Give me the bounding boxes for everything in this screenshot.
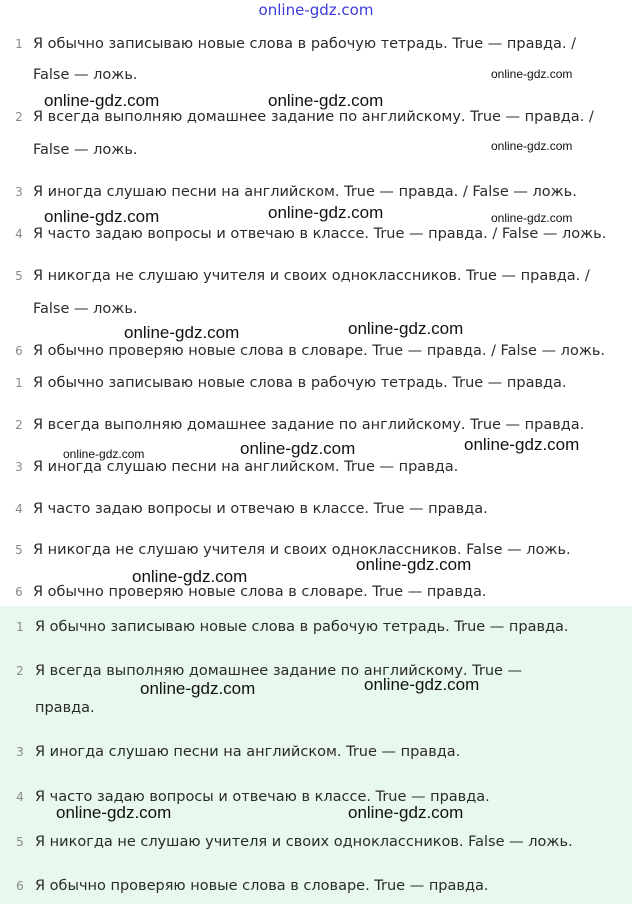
- watermark: online-gdz.com: [491, 139, 573, 153]
- item-number: 3: [15, 460, 23, 474]
- item-number: 1: [16, 620, 24, 634]
- item-text: Я часто задаю вопросы и отвечаю в классе. True — правда. / False — ложь.: [33, 226, 607, 242]
- item-text: Я обычно проверяю новые слова в словаре. True — правда.: [33, 584, 487, 600]
- item-text: Я обычно записываю новые слова в рабочую тетрадь. True — правда.: [33, 375, 567, 391]
- item-number: 1: [15, 37, 23, 51]
- item-text: Я обычно записываю новые слова в рабочую тетрадь. True — правда.: [35, 619, 569, 635]
- item-text: Я никогда не слушаю учителя и своих одноклассников. False — ложь.: [35, 834, 573, 850]
- watermark: online-gdz.com: [348, 803, 464, 822]
- item-number: 3: [16, 745, 24, 759]
- item-number: 5: [16, 835, 24, 849]
- item-number: 2: [15, 418, 23, 432]
- item-text: Я иногда слушаю песни на английском. True — правда.: [33, 459, 459, 475]
- watermark: online-gdz.com: [364, 675, 480, 694]
- list-item: [0, 340, 632, 362]
- item-number: 4: [16, 790, 24, 804]
- item-text: Я обычно проверяю новые слова в словаре. True — правда.: [35, 878, 489, 894]
- watermark: online-gdz.com: [240, 439, 356, 458]
- item-number: 6: [15, 344, 23, 358]
- item-text: Я всегда выполняю домашнее задание по английскому. True — правда.: [33, 417, 585, 433]
- item-number: 2: [16, 664, 24, 678]
- item-number: 5: [15, 269, 23, 283]
- item-text: Я обычно проверяю новые слова в словаре. True — правда. / False — ложь.: [33, 343, 606, 359]
- item-text: Я иногда слушаю песни на английском. True — правда. / False — ложь.: [33, 184, 577, 200]
- list-item: [0, 875, 632, 897]
- item-text: False — ложь.: [33, 142, 138, 158]
- watermark: online-gdz.com: [132, 567, 248, 586]
- item-text: Я никогда не слушаю учителя и своих одноклассников. True — правда. /: [33, 268, 590, 284]
- item-text: правда.: [35, 700, 95, 716]
- watermark: online-gdz.com: [140, 679, 256, 698]
- list-item: [0, 616, 632, 638]
- item-text: Я часто задаю вопросы и отвечаю в классе. True — правда.: [35, 789, 490, 805]
- item-number: 3: [15, 185, 23, 199]
- list-item: [0, 181, 632, 203]
- watermark: online-gdz.com: [268, 91, 384, 110]
- item-number: 1: [15, 376, 23, 390]
- watermark: online-gdz.com: [124, 323, 240, 342]
- watermark: online-gdz.com: [56, 803, 172, 822]
- item-text: False — ложь.: [33, 301, 138, 317]
- item-number: 4: [15, 227, 23, 241]
- item-text: Я иногда слушаю песни на английском. True — правда.: [35, 744, 461, 760]
- watermark: online-gdz.com: [63, 447, 145, 461]
- watermark: online-gdz.com: [464, 435, 580, 454]
- item-number: 5: [15, 543, 23, 557]
- watermark: online-gdz.com: [356, 555, 472, 574]
- list-item: [0, 414, 632, 436]
- list-item: [0, 265, 632, 287]
- item-number: 6: [15, 585, 23, 599]
- item-text: Я всегда выполняю домашнее задание по английскому. True —: [35, 663, 523, 679]
- item-text: False — ложь.: [33, 67, 138, 83]
- watermark: online-gdz.com: [491, 211, 573, 225]
- list-item: [0, 581, 632, 603]
- watermark: online-gdz.com: [44, 207, 160, 226]
- watermark: online-gdz.com: [491, 67, 573, 81]
- item-number: 4: [15, 502, 23, 516]
- item-text: Я часто задаю вопросы и отвечаю в классе. True — правда.: [33, 501, 488, 517]
- list-item: [0, 539, 632, 561]
- watermark: online-gdz.com: [268, 203, 384, 222]
- list-item: [0, 372, 632, 394]
- list-item: [0, 660, 632, 682]
- list-item-continuation: [0, 298, 632, 320]
- item-text: Я обычно записываю новые слова в рабочую тетрадь. True — правда. /: [33, 36, 577, 52]
- list-item: [0, 741, 632, 763]
- item-number: 6: [16, 879, 24, 893]
- list-item: [0, 498, 632, 520]
- list-item: [0, 33, 632, 55]
- watermark: online-gdz.com: [44, 91, 160, 110]
- item-text: Я всегда выполняю домашнее задание по английскому. True — правда. /: [33, 109, 594, 125]
- list-item-continuation: [0, 697, 632, 719]
- list-item: [0, 831, 632, 853]
- site-header-watermark: online-gdz.com: [258, 1, 374, 19]
- item-number: 2: [15, 110, 23, 124]
- watermark: online-gdz.com: [348, 319, 464, 338]
- item-text: Я никогда не слушаю учителя и своих одноклассников. False — ложь.: [33, 542, 571, 558]
